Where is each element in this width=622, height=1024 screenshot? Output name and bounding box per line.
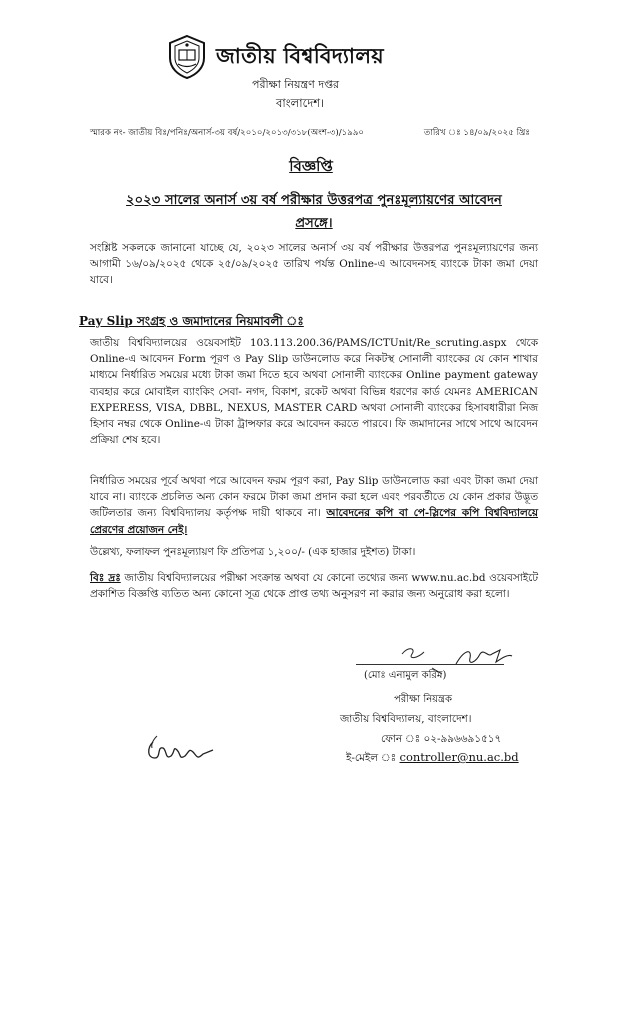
university-seal-icon <box>166 34 208 80</box>
memo-reference: স্মারক নং- জাতীয় বিঃ/পনিঃ/অনার্স-৩য় বর্ষ/২০১০/২০১৩/৩১৮(অংশ-৩)/১৯৯০ <box>90 128 365 138</box>
nb-paragraph <box>90 570 538 602</box>
subject-line-2: প্রসঙ্গে। <box>295 216 333 231</box>
notice-title <box>0 155 622 180</box>
nb-text: জাতীয় বিশ্ববিদ্যালয়ের পরীক্ষা সংক্রান্ত অথবা যে কোনো তথ্যের জন্য www.nu.ac.bd ওয়েবসাইটে প্রকাশিত বিজ্ঞপ্তি ব্যতিত অন্য কোনো সূত্র থেকে প্রাপ্ত তথ্য অনুসরণ না করার জন্য অনুরোধ করা হলো। <box>90 572 539 601</box>
signatory-phone: ফোন ঃ ০২-৯৯৬৬৯১৫১৭ <box>381 733 502 745</box>
fee-line: উল্লেখ্য, ফলাফল পুনঃমূল্যায়ণ ফি প্রতিপত্র ১,২০০/- (এক হাজার দুইশত) টাকা। <box>90 546 416 558</box>
deadline-text: নির্ধারিত সময়ের পূর্বে অথবা পরে আবেদন ফরম পূরণ করা, Pay Slip ডাউনলোড করা এবং টাকা জমা দেয়া যাবে না। ব্যাংকে প্রচলিত অন্য কোন ফরমে টাকা জমা প্রদান করা হলে এবং পরবর্তীতে যে কোন প্রকার উদ্ভূত জটিলতার জন্য বিশ্ববিদ্যালয় কর্তৃপক্ষ দায়ী থাকবে না। <box>90 475 538 520</box>
signature-line <box>356 664 504 665</box>
subject-line-1: ২০২৩ সালের অনার্স ৩য় বর্ষ পরীক্ষার উত্তরপত্র পুনঃমূল্যায়ণের আবেদন <box>126 193 502 208</box>
signatory-organization: জাতীয় বিশ্ববিদ্যালয়, বাংলাদেশ। <box>340 713 472 725</box>
university-name: জাতীয় বিশ্ববিদ্যালয় <box>216 43 384 68</box>
signatory-name: (মোঃ এনামুল করিম) <box>364 670 447 681</box>
handwritten-initials-icon <box>143 732 217 768</box>
email-label: ই-মেইল ঃ <box>346 752 400 764</box>
country-name: বাংলাদেশ। <box>276 96 325 110</box>
deadline-paragraph <box>90 473 538 538</box>
notice-title-text: বিজ্ঞপ্তি <box>289 157 333 175</box>
nb-label: বিঃ দ্রঃ <box>90 572 121 584</box>
office-name: পরীক্ষা নিয়ন্ত্রণ দপ্তর <box>252 78 340 91</box>
no-copy-needed-text: আবেদনের কপি বা পে-স্লিপের কপি বিশ্ববিদ্যালয়ে প্রেরণের প্রয়োজন নেই। <box>90 507 539 536</box>
signatory-title: পরীক্ষা নিয়ন্ত্রক <box>394 694 452 705</box>
signatory-email <box>346 750 519 768</box>
payslip-instructions: জাতীয় বিশ্ববিদ্যালয়ের ওয়েবসাইট 103.113.200.36/PAMS/ICTUnit/Re_scruting.aspx থেকে Online-এ আবেদন Form পূরণ ও Pay Slip ডাউনলোড করে নিকটস্থ সোনালী ব্যাংকের যে কোন শাখার মাধ্যমে নির্ধারিত সময়ের মধ্যে টাকা জমা দিতে হবে অথবা সোনালী ব্যাংকের Online payment gateway ব্যবহার করে মোবাইল ব্যাংকিং সেবা- নগদ, বিকাশ, রকেট অথবা বিভিন্ন ধরণের কার্ড যেমনঃ AMERICAN EXPERESS, VISA, DBBL, NEXUS, MASTER CARD অথবা সোনালী ব্যাংকের হিসাবধারীরা নিজ হিসাব নম্বর থেকে Online-এ টাকা ট্রান্সফার করে আবেদন করতে পারবে। ফি জমাদানের সাথে সাথে আবেদন প্রক্রিয়া শেষ হবে। <box>90 337 538 447</box>
memo-line <box>90 126 530 140</box>
memo-date: তারিখ ঃ ১৪/০৯/২০২৫ খ্রিঃ <box>423 128 530 138</box>
intro-paragraph: সংশ্লিষ্ট সকলকে জানানো যাচ্ছে যে, ২০২৩ সালের অনার্স ৩য় বর্ষ পরীক্ষার উত্তরপত্র পুনঃমূল্যায়ণের জন্য আগামী ১৬/০৯/২০২৫ থেকে ২৫/০৯/২০২৫ তারিখ পর্যন্ত Online-এ আবেদনসহ ব্যাংকে টাকা জমা দেয়া যাবে। <box>90 242 538 287</box>
payslip-heading: Pay Slip সংগ্রহ ও জমাদানের নিয়মাবলী ঃ <box>79 314 304 328</box>
email-address[interactable]: controller@nu.ac.bd <box>399 750 519 764</box>
notice-subject <box>90 189 538 235</box>
